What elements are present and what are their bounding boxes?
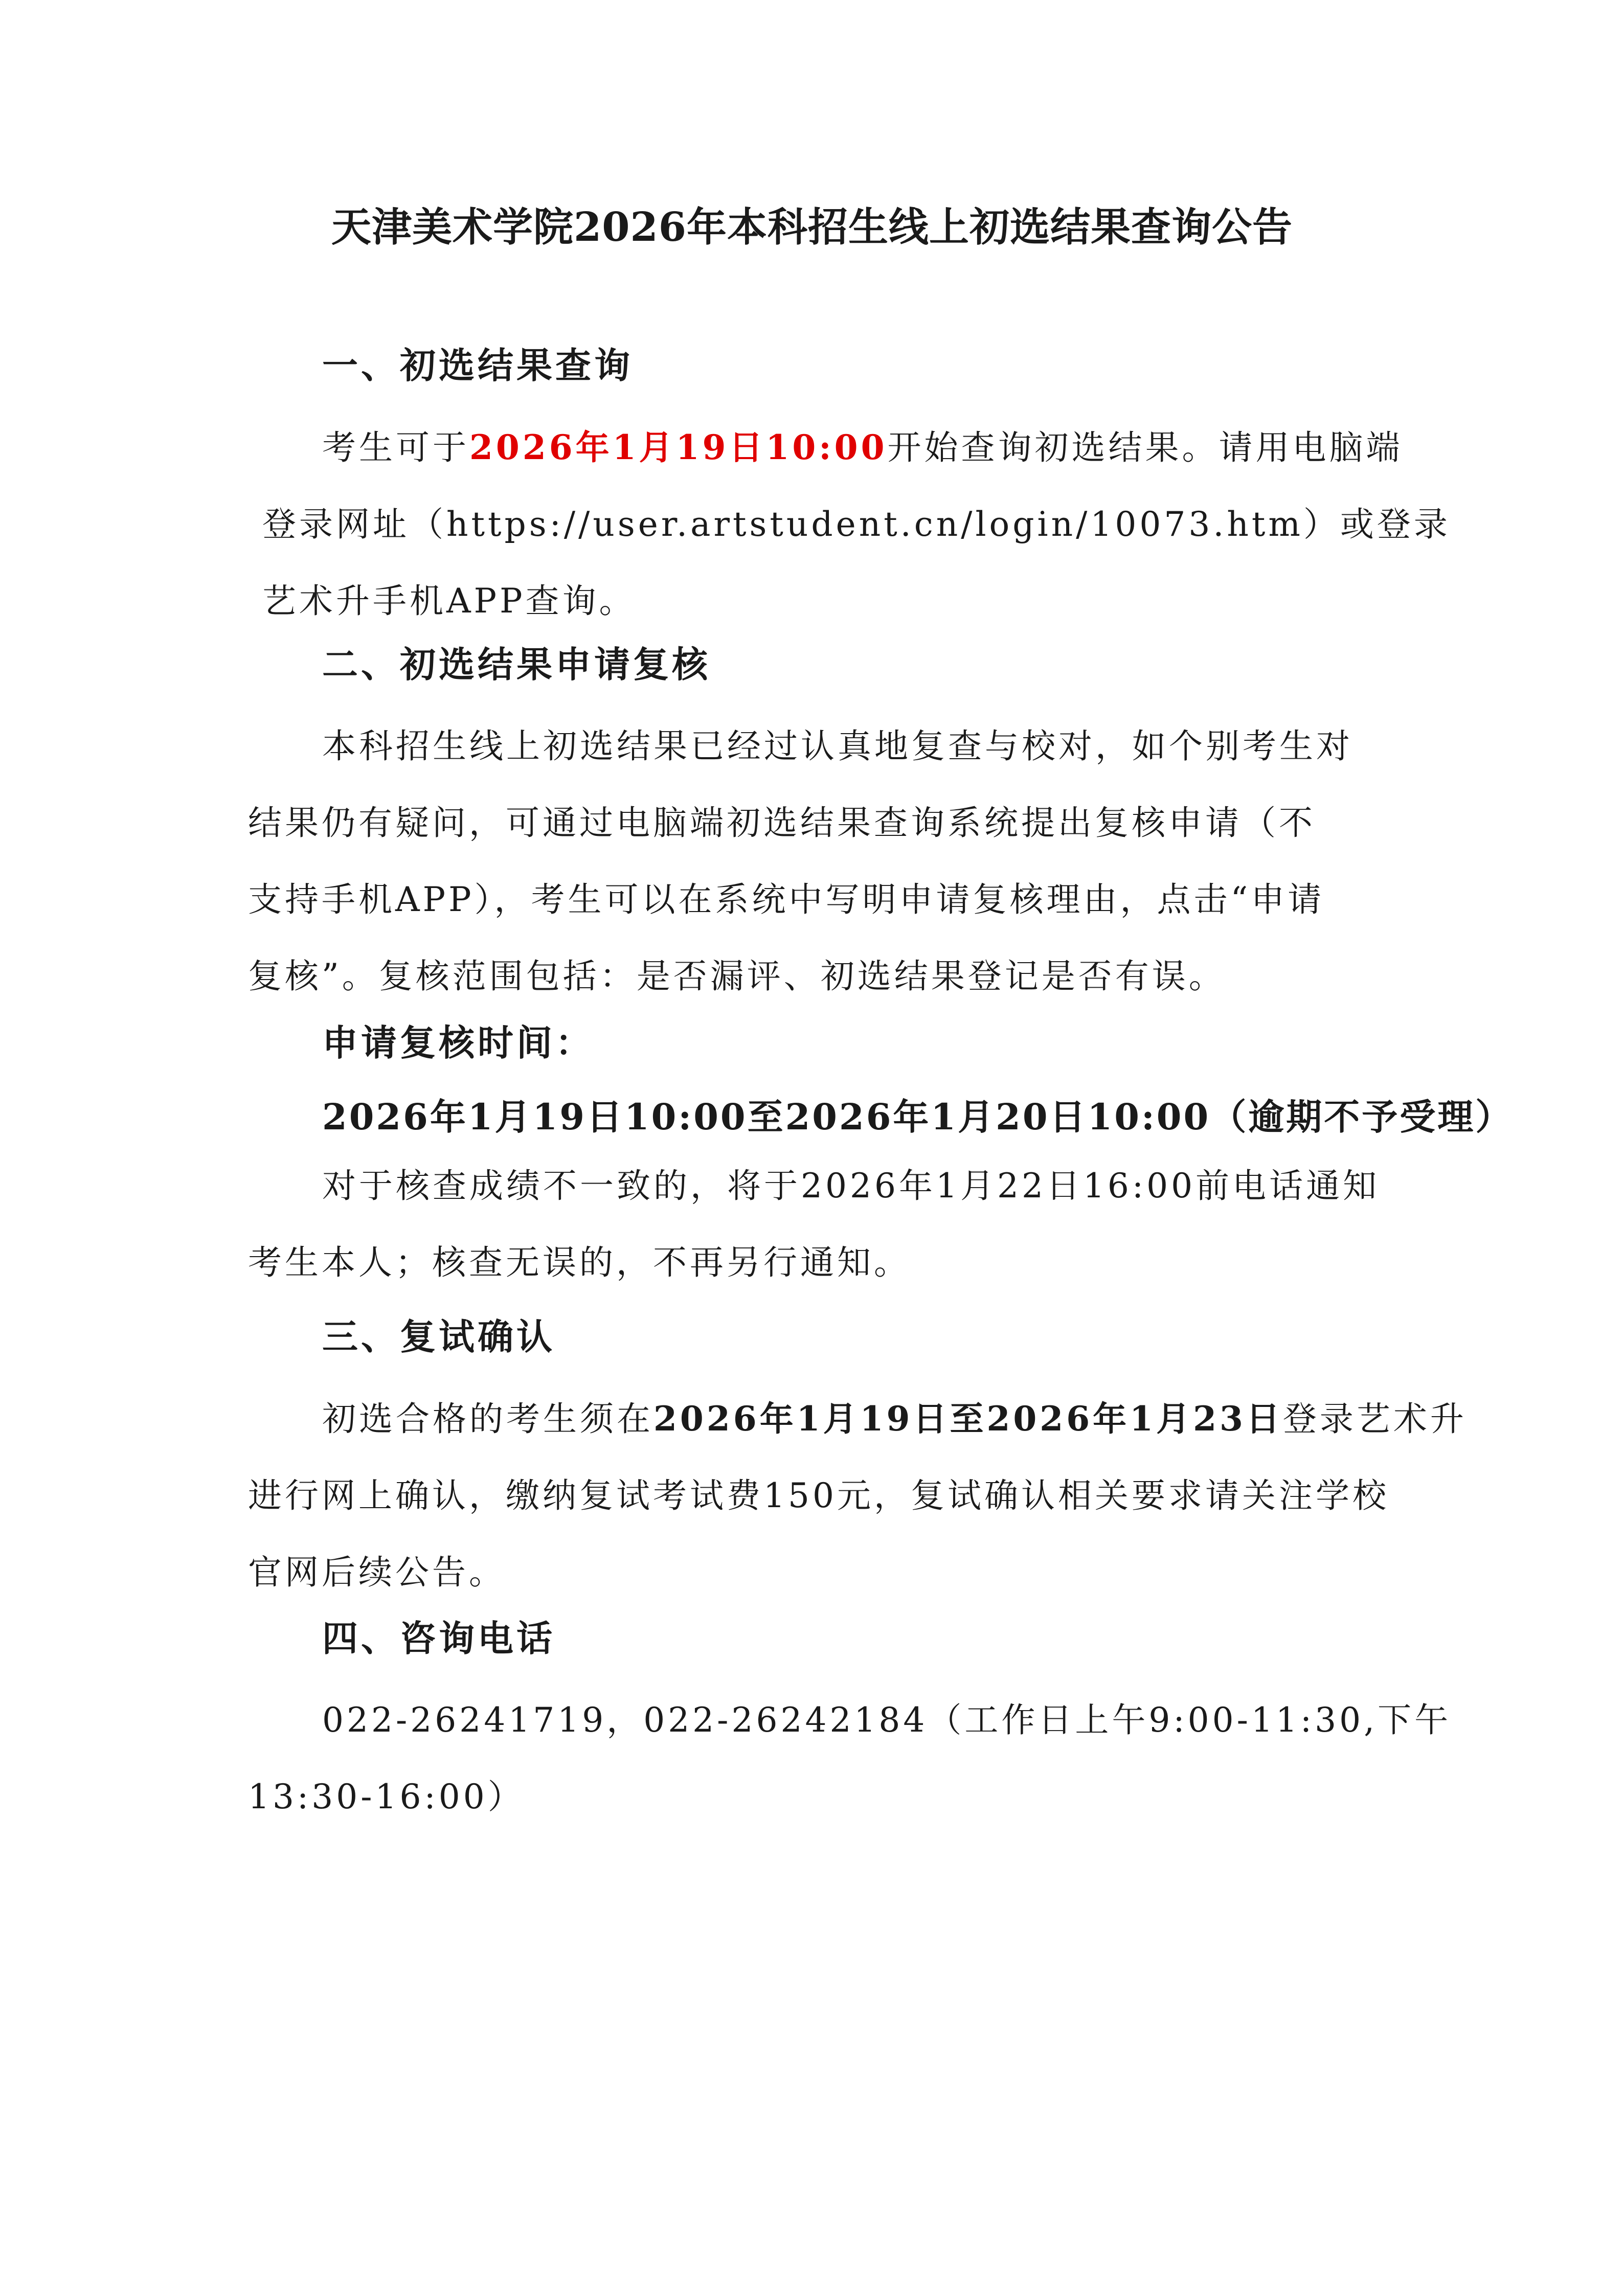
section2-para1-line4: 复核”。复核范围包括：是否漏评、初选结果登记是否有误。 <box>248 957 1226 996</box>
section1-line1-post: 开始查询初选结果。请用电脑端 <box>887 428 1403 467</box>
page-title: 天津美术学院2026年本科招生线上初选结果查询公告 <box>331 204 1293 251</box>
query-start-time: 2026年1月19日10:00 <box>469 427 888 467</box>
query-url-line: 登录网址（https://user.artstudent.cn/login/10073.htm）或登录 <box>262 505 1451 544</box>
review-time-value: 2026年1月19日10:00至2026年1月20日10:00（逾期不予受理） <box>322 1096 1514 1138</box>
section1-heading: 一、初选结果查询 <box>322 344 633 387</box>
section1-line1 <box>248 409 1403 486</box>
section2-para1 <box>248 708 1388 1015</box>
section1-line1-pre: 考生可于 <box>322 428 469 467</box>
section1-line3: 艺术升手机APP查询。 <box>262 581 636 621</box>
section2-para2 <box>248 1148 1388 1301</box>
section2-para1-line2: 结果仍有疑问，可通过电脑端初选结果查询系统提出复核申请（不 <box>248 803 1316 843</box>
section2-para1-line1: 本科招生线上初选结果已经过认真地复查与校对，如个别考生对 <box>322 726 1353 766</box>
section3-line3: 官网后续公告。 <box>248 1553 506 1592</box>
section3-body <box>248 1380 1467 1611</box>
section3-line1-pre: 初选合格的考生须在 <box>322 1399 653 1439</box>
section4-body <box>248 1682 1452 1835</box>
confirm-period: 2026年1月19日至2026年1月23日 <box>653 1399 1283 1439</box>
section2-para2-line1: 对于核查成绩不一致的，将于2026年1月22日16:00前电话通知 <box>322 1166 1380 1206</box>
section4-heading: 四、咨询电话 <box>322 1617 555 1660</box>
contact-hours: 13:30-16:00） <box>248 1777 525 1816</box>
section3-line2: 进行网上确认，缴纳复试考试费150元，复试确认相关要求请关注学校 <box>248 1476 1389 1515</box>
section3-line1-post: 登录艺术升 <box>1282 1399 1467 1439</box>
section2-para2-line2: 考生本人；核查无误的，不再另行通知。 <box>248 1243 911 1282</box>
section3-line1 <box>248 1380 1467 1458</box>
section1-body <box>248 409 1451 640</box>
section2-heading: 二、初选结果申请复核 <box>322 643 711 686</box>
contact-phones: 022-26241719，022-26242184（工作日上午9:00-11:30,下午 <box>322 1700 1452 1740</box>
review-time-heading: 申请复核时间： <box>322 1021 594 1064</box>
section2-para1-line3: 支持手机APP），考生可以在系统中写明申请复核理由，点击“申请 <box>248 880 1325 919</box>
section3-heading: 三、复试确认 <box>322 1315 555 1358</box>
